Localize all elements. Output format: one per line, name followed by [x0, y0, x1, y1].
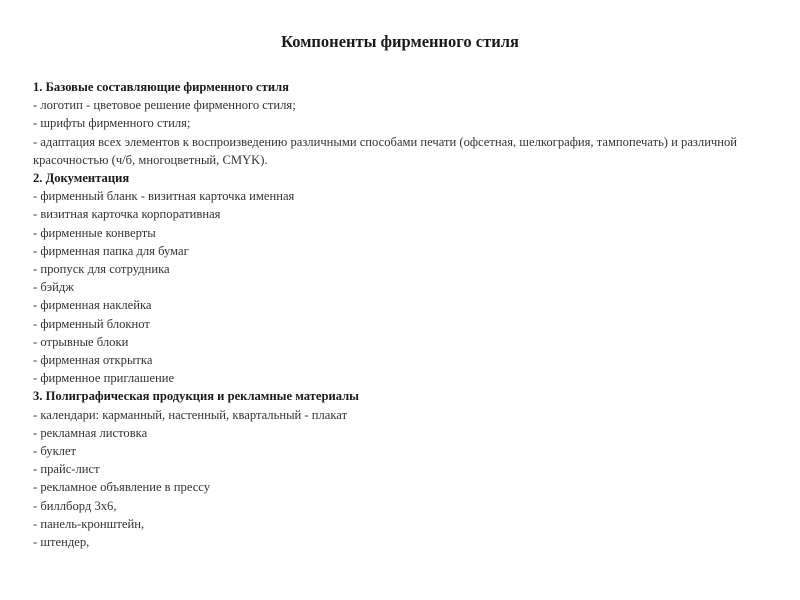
- list-item: - фирменное приглашение: [33, 371, 175, 386]
- list-item: - фирменная наклейка: [33, 298, 152, 313]
- list-item: - биллборд 3х6,: [33, 498, 117, 513]
- page-title: Компоненты фирменного стиля: [281, 32, 519, 51]
- section-printed-materials: [33, 387, 763, 551]
- section-basic-components: [33, 78, 763, 169]
- list-item: - адаптация всех элементов к воспроизведению различными способами печати (офсетная, шелкография, тампопечать) и различной красочностью (ч/б, многоцветный, CMYK).: [33, 134, 738, 167]
- list-item: - визитная карточка корпоративная: [33, 207, 221, 222]
- list-item: - штендер,: [33, 535, 90, 550]
- list-item: - фирменный блокнот: [33, 316, 150, 331]
- list-item: - рекламное объявление в прессу: [33, 480, 211, 495]
- content-body: [33, 78, 763, 551]
- list-item: - фирменный бланк - визитная карточка именная: [33, 189, 295, 204]
- list-item: - фирменная открытка: [33, 353, 153, 368]
- list-item: - буклет: [33, 444, 77, 459]
- section-heading: 2. Документация: [33, 171, 130, 186]
- list-item: - панель-кронштейн,: [33, 516, 145, 531]
- list-item: - отрывные блоки: [33, 334, 129, 349]
- list-item: - прайс-лист: [33, 462, 100, 477]
- section-heading: 1. Базовые составляющие фирменного стиля: [33, 80, 289, 94]
- list-item: - пропуск для сотрудника: [33, 262, 170, 277]
- list-item: - календари: карманный, настенный, квартальный - плакат: [33, 407, 348, 422]
- list-item: - фирменная папка для бумаг: [33, 243, 189, 258]
- section-heading: 3. Полиграфическая продукция и рекламные материалы: [33, 389, 360, 404]
- list-item: - бэйдж: [33, 280, 75, 295]
- list-item: - логотип - цветовое решение фирменного стиля;: [33, 98, 296, 113]
- list-item: - шрифты фирменного стиля;: [33, 116, 191, 131]
- list-item: - фирменные конверты: [33, 225, 156, 240]
- section-documentation: [33, 169, 763, 387]
- list-item: - рекламная листовка: [33, 425, 148, 440]
